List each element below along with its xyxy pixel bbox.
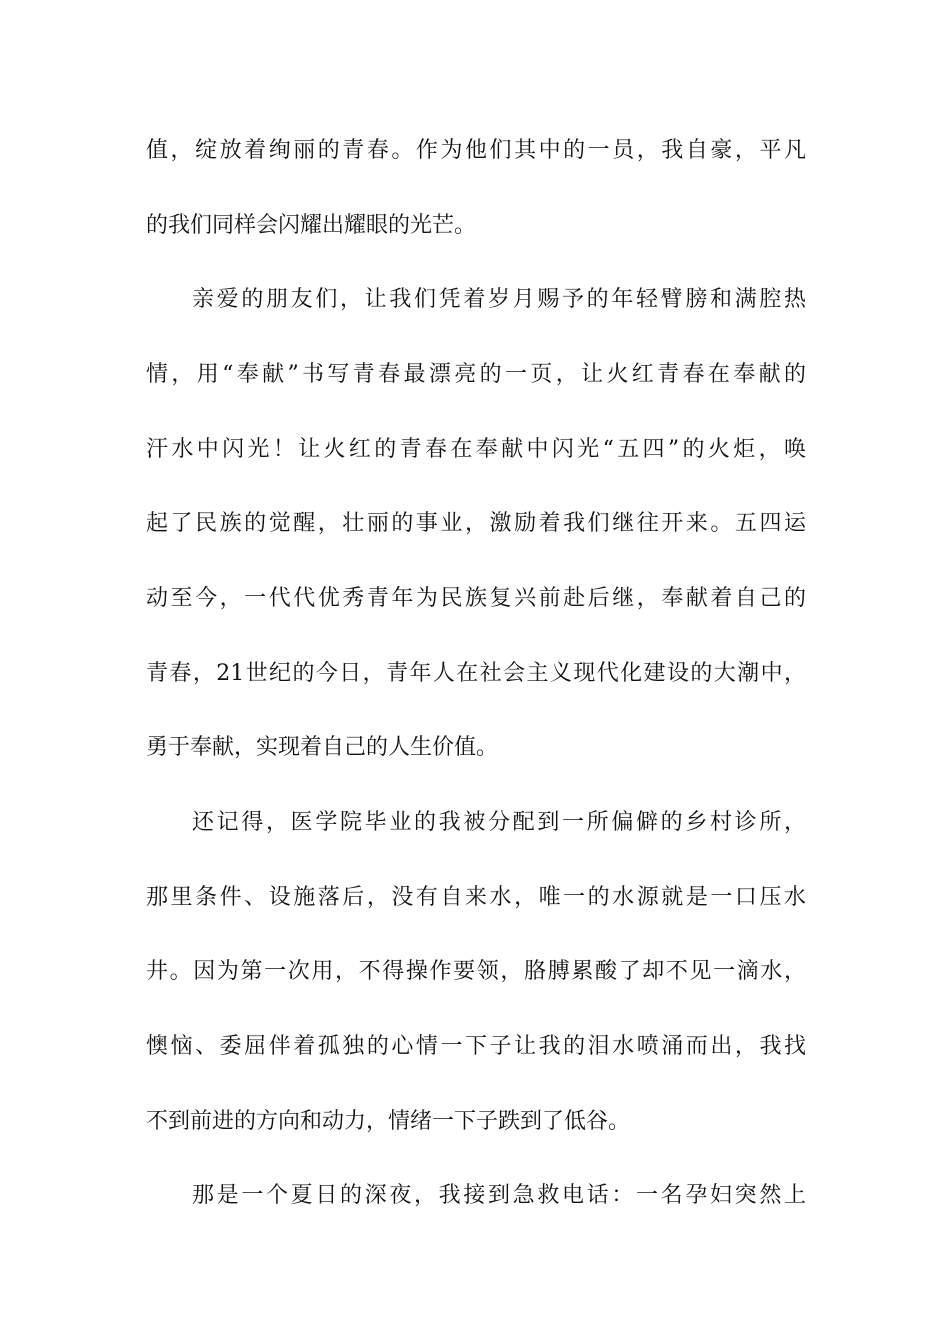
text-line: 汗水中闪光！让火红的青春在奉献中闪光“五四”的火炬，唤: [146, 437, 806, 462]
text-line: 青春，21世纪的今日，青年人在社会主义现代化建设的大潮中，: [146, 661, 806, 686]
text-line: 勇于奉献，实现着自己的人生价值。: [146, 735, 499, 760]
text-line: 值，绽放着绚丽的青春。作为他们其中的一员，我自豪，平凡: [146, 138, 806, 163]
text-line: 情，用“奉献”书写青春最漂亮的一页，让火红青春在奉献的: [146, 362, 806, 387]
text-line: 井。因为第一次用，不得操作要领，胳膊累酸了却不见一滴水，: [146, 959, 806, 984]
text-line: 懊恼、委屈伴着孤独的心情一下子让我的泪水喷涌而出，我找: [146, 1034, 806, 1059]
paragraph-first-line: 那是一个夏日的深夜，我接到急救电话：一名孕妇突然上: [192, 1183, 806, 1208]
text-line: 不到前进的方向和动力，情绪一下子跌到了低谷。: [146, 1109, 631, 1134]
text-line: 起了民族的觉醒，壮丽的事业，激励着我们继往开来。五四运: [146, 511, 806, 536]
text-line: 那里条件、设施落后，没有自来水，唯一的水源就是一口压水: [146, 885, 806, 910]
paragraph-first-line: 亲爱的朋友们，让我们凭着岁月赐予的年轻臂膀和满腔热: [192, 287, 806, 312]
paragraph-first-line: 还记得，医学院毕业的我被分配到一所偏僻的乡村诊所，: [192, 810, 806, 835]
text-line: 动至今，一代代优秀青年为民族复兴前赴后继，奉献着自己的: [146, 586, 806, 611]
text-line: 的我们同样会闪耀出耀眼的光芒。: [146, 213, 477, 238]
